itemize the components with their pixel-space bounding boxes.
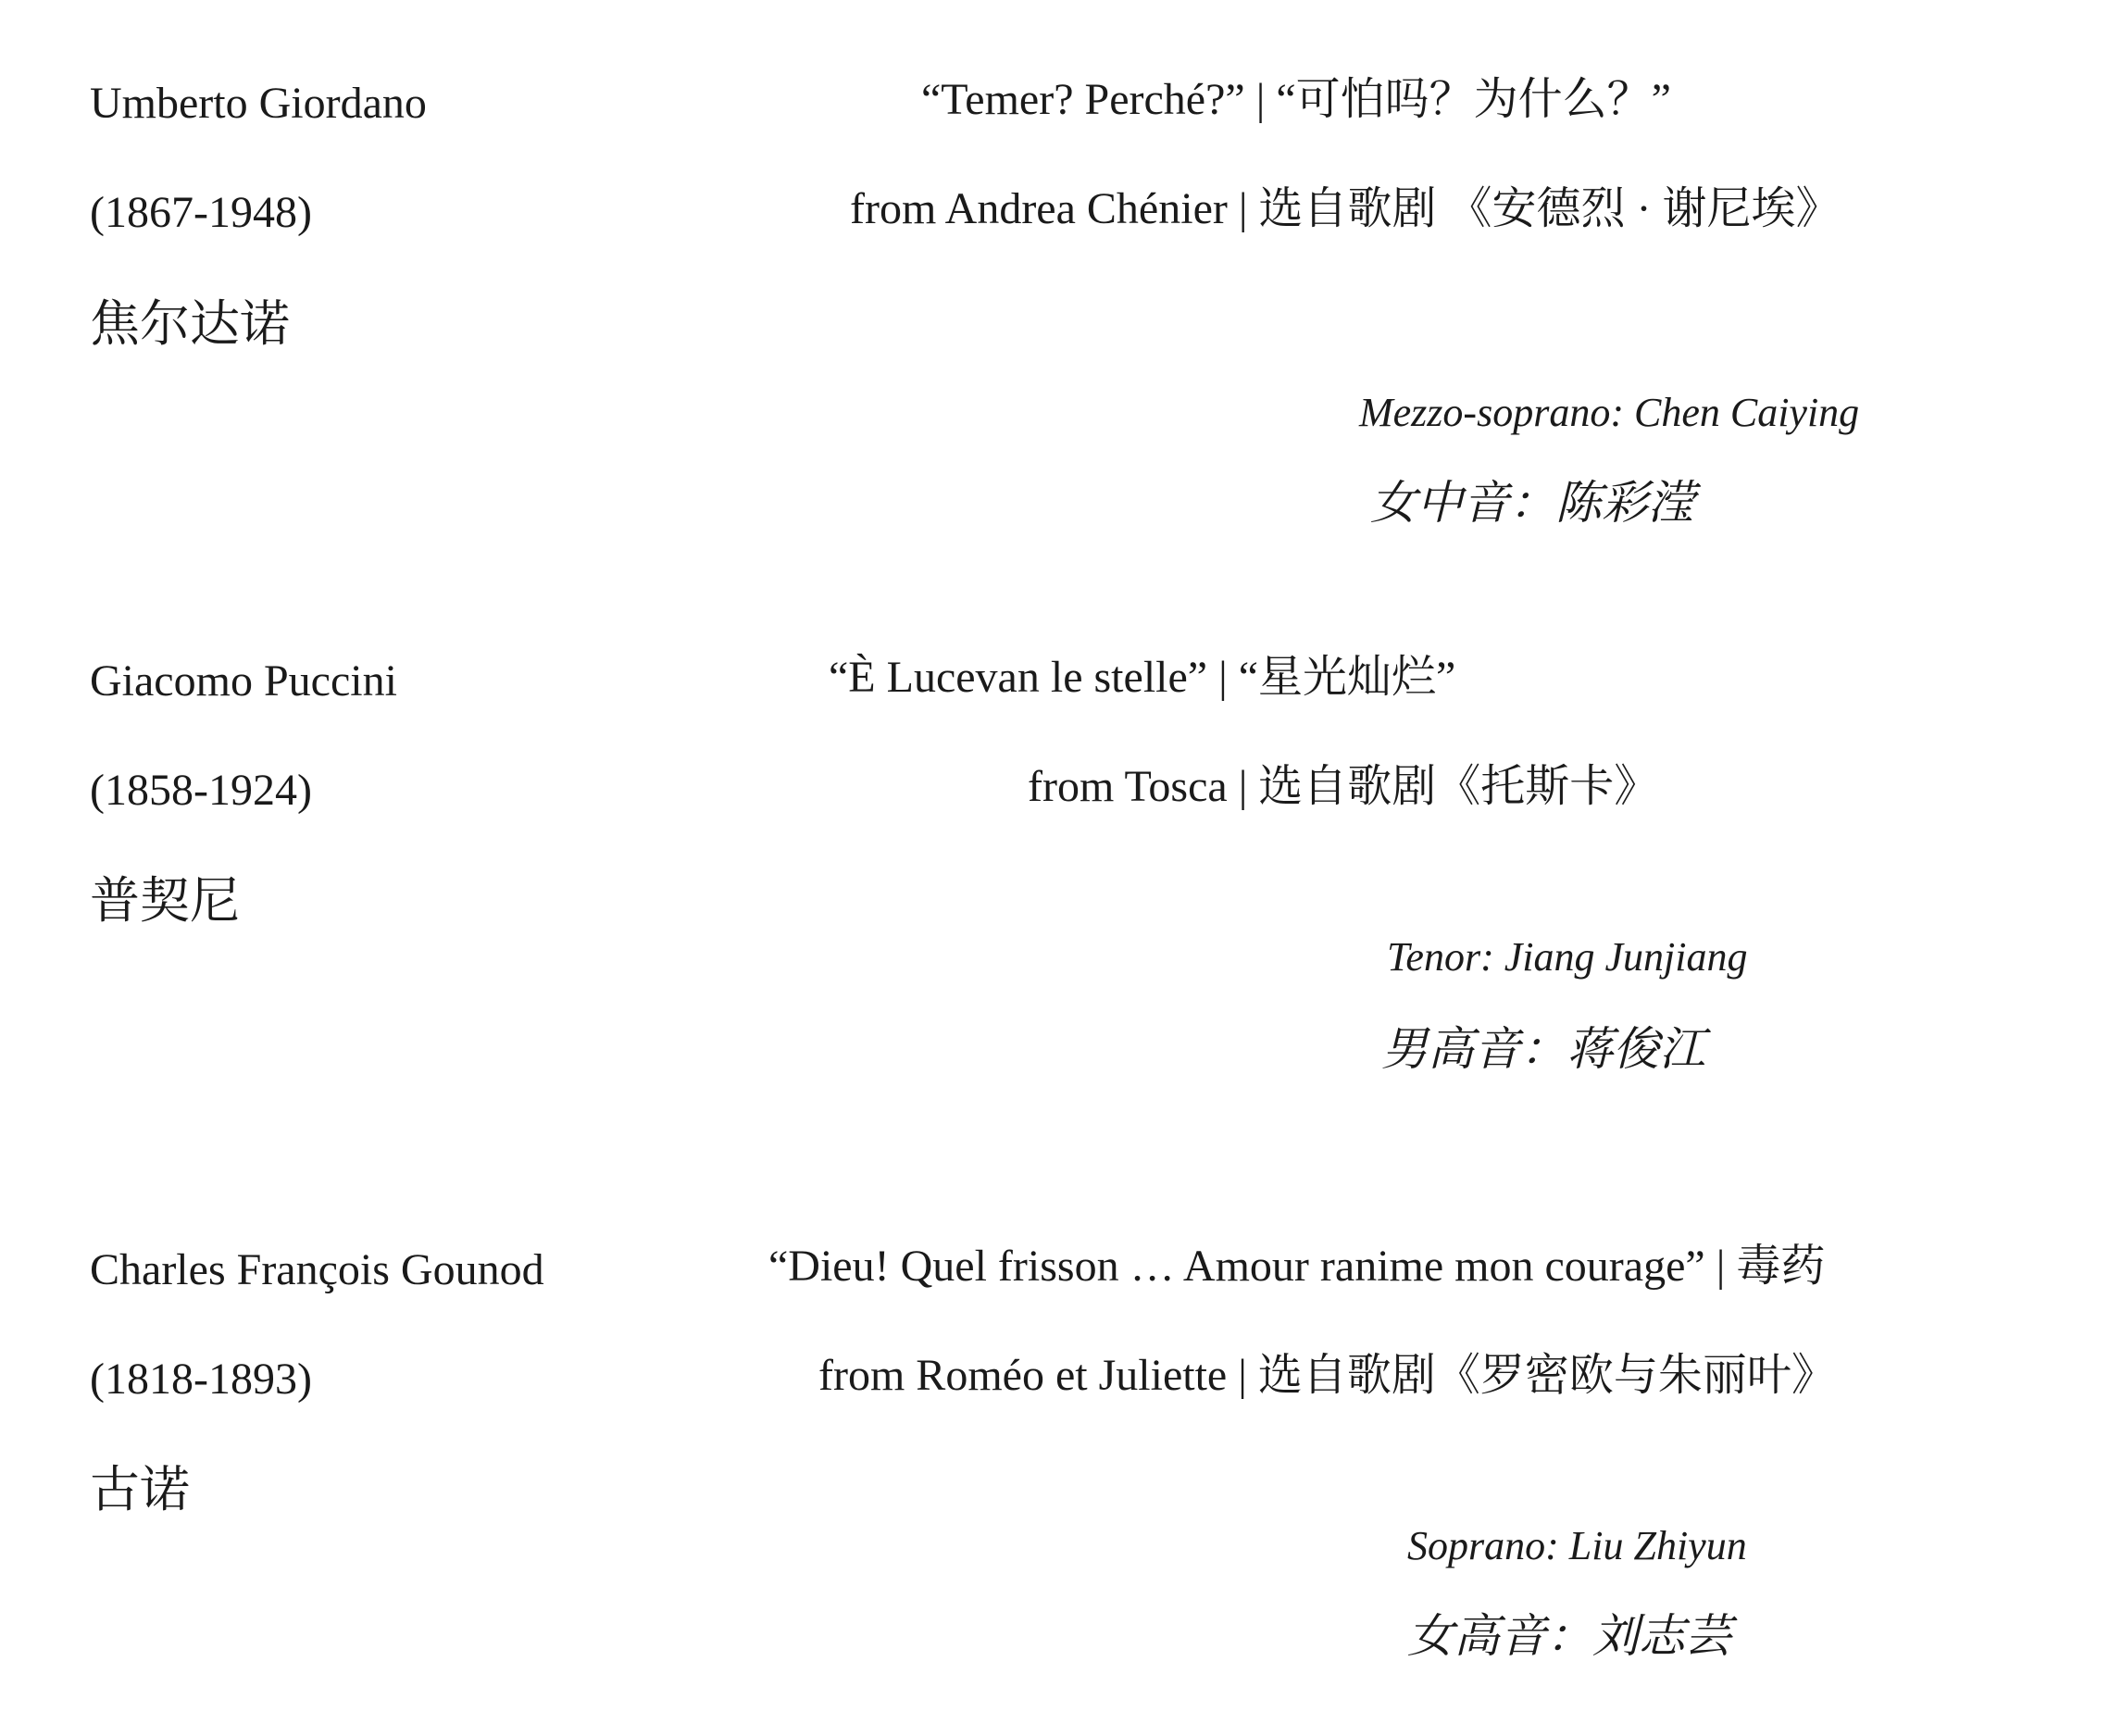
- composer-name-en: Giacomo Puccini: [90, 656, 397, 706]
- performer-zh: 男高音：蒋俊江: [1381, 1022, 1705, 1076]
- composer-name-en: Umberto Giordano: [90, 79, 427, 128]
- composer-years: (1818-1893): [90, 1355, 312, 1404]
- opera-source: from Tosca | 选自歌剧《托斯卡》: [1028, 762, 1659, 811]
- performer-zh: 女中音：陈彩滢: [1370, 476, 1694, 530]
- composer-years: (1858-1924): [90, 766, 312, 815]
- aria-title: “Dieu! Quel frisson … Amour ranime mon courage” | 毒药: [768, 1242, 1826, 1291]
- composer-name-zh: 古诺: [90, 1460, 190, 1518]
- composer-name-zh: 普契尼: [90, 871, 240, 930]
- composer-name-zh: 焦尔达诺: [90, 294, 290, 353]
- composer-name-en: Charles François Gounod: [90, 1245, 544, 1294]
- aria-title: “È Lucevan le stelle” | “星光灿烂”: [829, 653, 1456, 702]
- composer-years: (1867-1948): [90, 188, 312, 237]
- performer-en: Tenor: Jiang Junjiang: [1387, 934, 1748, 980]
- performer-en: Soprano: Liu Zhiyun: [1407, 1523, 1747, 1568]
- opera-source: from Andrea Chénier | 选自歌剧 《安德烈 · 谢尼埃》: [850, 184, 1841, 233]
- performer-en: Mezzo-soprano: Chen Caiying: [1359, 390, 1860, 435]
- opera-source: from Roméo et Juliette | 选自歌剧《罗密欧与朱丽叶》: [818, 1351, 1836, 1400]
- performer-zh: 女高音：刘志芸: [1407, 1609, 1731, 1663]
- aria-title: “Temer? Perché?” | “可怕吗？为什么？”: [921, 75, 1671, 124]
